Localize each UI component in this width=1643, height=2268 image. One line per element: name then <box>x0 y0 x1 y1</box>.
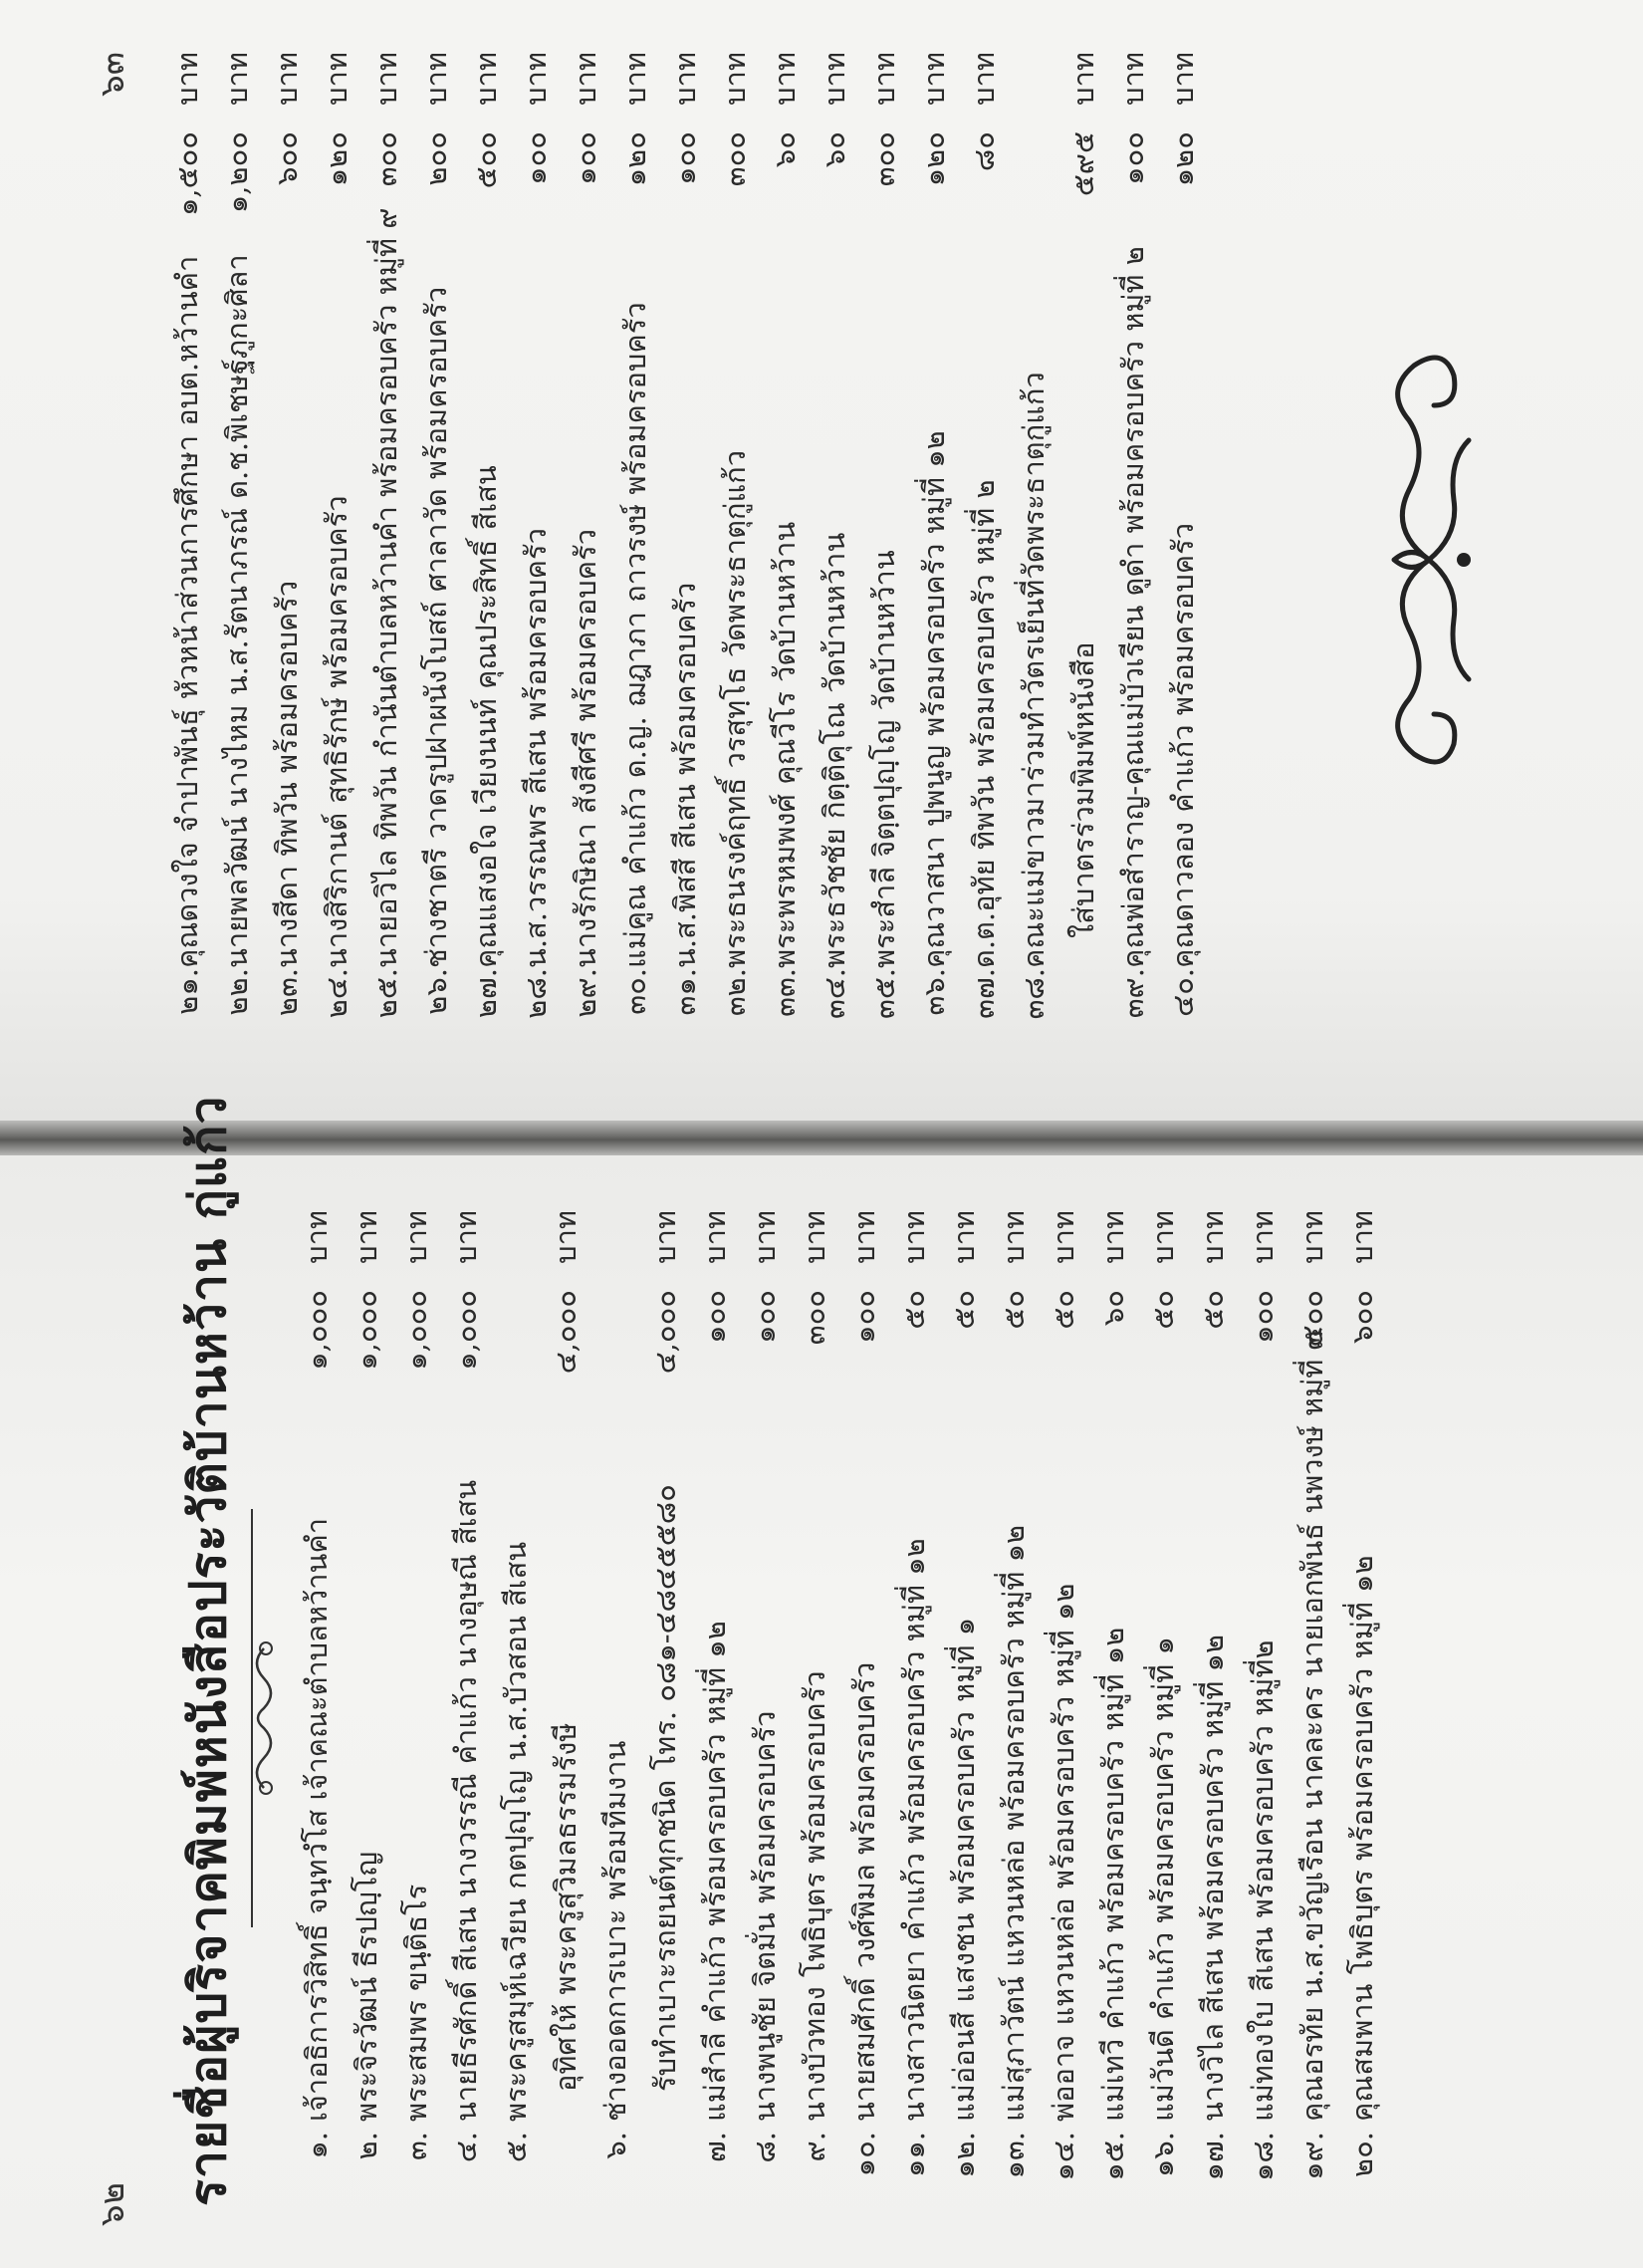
entry-number: ๓๘. <box>1017 968 1051 1020</box>
amount-line <box>692 1180 740 2256</box>
page-number-right: ๖๓ <box>93 52 132 97</box>
donation-amount: ๑,๒๐๐ <box>220 131 254 214</box>
entry-number: ๙. <box>798 2132 831 2162</box>
entry-number: ๓๖. <box>917 968 951 1016</box>
amount-line <box>742 1180 790 2256</box>
donor-entry <box>493 1180 583 2256</box>
donation-amount: ๕๐ <box>997 1290 1031 1330</box>
entry-number: ๖. <box>598 2132 632 2159</box>
amount-line <box>513 22 561 1108</box>
currency-unit: บาท <box>170 52 204 106</box>
currency-unit: บาท <box>698 1210 732 1264</box>
donor-entry <box>712 22 760 1108</box>
currency-unit: บาท <box>1066 52 1100 106</box>
donor-name: พระครูสมุห์เฉวียน กตปุญฺโญ น.ส.บัวสอน สีเสน <box>499 1541 533 2122</box>
amount-line <box>314 22 361 1108</box>
donation-amount: ๑๒๐ <box>618 131 652 187</box>
donor-name: พระสมพร ขนฺติธโร <box>399 1884 433 2122</box>
donor-name: แม่คูณ คำแก้ว ด.ญ. ฌฎาภา ถาวรงษ์ พร้อมครอบครัว <box>618 302 652 968</box>
donor-name: พ่ออาจ แหวนหล่อ พร้อมครอบครัว หมู่ที่ ๑๒ <box>1047 1583 1080 2122</box>
donation-amount: ๖๐ <box>818 131 851 168</box>
donation-amount: ๔,๐๐๐ <box>648 1290 682 1375</box>
entry-number: ๕. <box>499 2132 533 2163</box>
currency-unit: บาท <box>519 52 553 106</box>
donor-name: นางสีดา ทิพวัน พร้อมครอบครัว <box>270 580 304 968</box>
entry-number: ๓๔. <box>818 968 851 1019</box>
amount-line <box>712 22 760 1108</box>
donor-entry <box>413 22 461 1108</box>
entry-number: ๑๓. <box>997 2132 1031 2179</box>
donor-entry <box>1041 1180 1088 2256</box>
entry-number: ๔๐. <box>1166 968 1200 1017</box>
amount-line <box>762 22 810 1108</box>
page-number-left: ๖๒ <box>93 2182 132 2226</box>
donor-entry <box>941 1180 989 2256</box>
currency-unit: บาท <box>270 52 304 106</box>
donation-amount: ๑,๐๐๐ <box>300 1290 334 1371</box>
entry-number: ๑๖. <box>1146 2132 1180 2178</box>
donation-amount: ๒๐๐ <box>419 131 453 186</box>
entry-number: ๒๖. <box>419 968 453 1015</box>
amount-line <box>1160 22 1208 1108</box>
amount-line <box>294 1180 342 2256</box>
currency-unit: บาท <box>867 52 901 106</box>
amount-line <box>344 1180 391 2256</box>
donation-amount: ๑,๐๐๐ <box>449 1290 483 1371</box>
entry-number: ๒๘. <box>519 968 553 1019</box>
amount-line <box>1190 1180 1238 2256</box>
entry-number: ๒๒. <box>220 968 254 1016</box>
entry-number: ๑๒. <box>947 2132 981 2178</box>
donor-entry <box>164 22 212 1108</box>
entry-number: ๔. <box>449 2132 483 2163</box>
donor-name: แม่สำลี คำแก้ว พร้อมครอบครัว หมู่ที่ ๑๒ <box>698 1621 732 2122</box>
donor-name: ช่างออดการเบาะ พร้อมทีมงาน <box>598 1740 632 2122</box>
donor-entry <box>314 22 361 1108</box>
amount-line <box>563 22 610 1108</box>
currency-unit: บาท <box>419 52 453 106</box>
donation-amount: ๑,๕๐๐ <box>170 131 204 216</box>
entry-number: ๑๔. <box>1047 2132 1080 2181</box>
donation-amount: ๓๐๐ <box>718 131 752 187</box>
donor-entry <box>1190 1180 1238 2256</box>
entry-number: ๒. <box>350 2132 383 2160</box>
donor-entry <box>443 1180 491 2256</box>
page-title: รายชื่อผู้บริจาคพิมพ์หนังสือประวัติบ้านหว้าน กู่แก้ว <box>178 1095 237 2206</box>
page-left-content <box>40 1095 1593 2256</box>
entry-number: ๑๗. <box>1196 2132 1230 2181</box>
donation-amount: ๑๐๐ <box>1246 1290 1280 1344</box>
amount-line <box>393 1180 441 2256</box>
donor-name-continued: รับทำเบาะรถยนต์ทุกชนิด โทร. ๐๘๑-๔๘๔๕๕๘๐ <box>648 1484 682 2092</box>
entry-number: ๒๔. <box>320 968 353 1019</box>
closing-ornament <box>1374 351 1484 769</box>
currency-unit: บาท <box>320 52 353 106</box>
entry-number: ๒๙. <box>569 968 602 1018</box>
currency-unit: บาท <box>220 52 254 106</box>
donation-amount: ๑๐๐ <box>847 1290 881 1344</box>
donor-name-continued: ใส่บาตรร่วมพิมพ์หนังสือ <box>1066 641 1100 938</box>
donation-amount: ๑๒๐ <box>1166 131 1200 187</box>
donor-name: พระธวัชชัย กิตฺติคุโณ วัดบ้านหว้าน <box>818 532 851 968</box>
amount-line <box>642 1180 690 2256</box>
currency-unit: บาท <box>897 1210 931 1264</box>
amount-line <box>1290 1180 1337 2256</box>
currency-unit: บาท <box>668 52 702 106</box>
donation-amount: ๑๐๐ <box>668 131 702 185</box>
entry-number: ๗. <box>698 2132 732 2163</box>
donor-name: แม่สุภาวัตน์ แหวนหล่อ พร้อมครอบครัว หมู่ที่ ๑๒ <box>997 1524 1031 2122</box>
donor-name: นางสิริกานต์ สุทธิรักษ์ พร้อมครอบครัว <box>320 495 353 968</box>
currency-unit: บาท <box>1146 1210 1180 1264</box>
currency-unit: บาท <box>469 52 503 106</box>
entry-number: ๒๗. <box>469 968 503 1019</box>
entry-number: ๑๘. <box>1246 2132 1280 2181</box>
donor-entry <box>662 22 710 1108</box>
currency-unit: บาท <box>1047 1210 1080 1264</box>
donor-entry <box>991 1180 1039 2256</box>
donor-entry <box>1240 1180 1288 2256</box>
donor-entry <box>742 1180 790 2256</box>
donation-amount: ๑๐๐ <box>1116 131 1150 185</box>
currency-unit: บาท <box>618 52 652 106</box>
donation-amount: ๕๐๐ <box>1295 1290 1329 1348</box>
donation-amount: ๖๐๐ <box>270 131 304 185</box>
donor-name: คณะแม่ขาวมาร่วมทำวัตรเย็นที่วัดพระธาตุกู่แก้ว <box>1017 372 1051 968</box>
entry-number: ๓๓. <box>768 968 802 1017</box>
donor-entry <box>692 1180 740 2256</box>
donor-entry <box>841 1180 889 2256</box>
title-flourish-ornament <box>244 1509 284 1927</box>
donor-entry <box>294 1180 342 2256</box>
donation-amount: ๕๐ <box>1047 1290 1080 1330</box>
donor-entry <box>344 1180 391 2256</box>
page-right-content <box>40 22 1593 1108</box>
donor-name: นางบัวทอง โพธิบุตร พร้อมครอบครัว <box>798 1670 831 2122</box>
entry-number: ๑๐. <box>847 2132 881 2177</box>
donor-name: คุณวาสนา ปูพนูญ พร้อมครอบครัว หมู่ที่ ๑๒ <box>917 430 951 968</box>
amount-line <box>164 22 212 1108</box>
donor-name: นายสมศักดิ์ วงศ์พิมล พร้อมครอบครัว <box>847 1661 881 2122</box>
entry-number: ๓๗. <box>967 968 1001 1019</box>
donation-amount: ๕๐ <box>947 1290 981 1330</box>
amount-line <box>443 1180 491 2256</box>
entry-number: ๑. <box>300 2132 334 2159</box>
currency-unit: บาท <box>549 1210 583 1264</box>
currency-unit: บาท <box>449 1210 483 1264</box>
donor-name: นางวิไล สีเสน พร้อมครอบครัว หมู่ที่ ๑๒ <box>1196 1634 1230 2122</box>
currency-unit: บาท <box>569 52 602 106</box>
donor-entry <box>592 1180 682 2256</box>
amount-line <box>861 22 909 1108</box>
donor-name: น.ส.พิสสี สีเสน พร้อมครอบครัว <box>668 582 702 968</box>
donor-name-continued: อุทิศให้ พระครูสุวิมลธรรมรังษี <box>549 1722 583 2092</box>
donor-entry <box>264 22 312 1108</box>
donation-amount: ๖๐ <box>768 131 802 168</box>
donor-entry <box>214 22 262 1108</box>
currency-unit: บาท <box>1116 52 1150 106</box>
donation-amount: ๖๐ <box>1096 1290 1130 1327</box>
donor-name: น.ส.วรรณพร สีเสน พร้อมครอบครัว <box>519 528 553 968</box>
amount-line <box>1339 1180 1387 2256</box>
donor-name: นายธีรศักดิ์ สีเสน นางวรรณี คำแก้ว นางอุษณี สีเสน <box>449 1479 483 2122</box>
donor-name: คุณดาวลอง คำแก้ว พร้อมครอบครัว <box>1166 523 1200 968</box>
entry-number: ๑๕. <box>1096 2132 1130 2181</box>
donation-amount: ๓๐๐ <box>867 131 901 187</box>
entry-number: ๓๙. <box>1116 968 1150 1019</box>
donor-entry <box>363 22 411 1108</box>
entry-number: ๒๓. <box>270 968 304 1017</box>
amount-line <box>1240 1180 1288 2256</box>
donation-amount: ๔,๐๐๐ <box>549 1290 583 1375</box>
donation-amount: ๘๐ <box>967 131 1001 172</box>
amount-line <box>612 22 660 1108</box>
amount-line <box>891 1180 939 2256</box>
donor-entry <box>463 22 511 1108</box>
entry-number: ๑๑. <box>897 2132 931 2178</box>
amount-line <box>264 22 312 1108</box>
entry-number: ๓๒. <box>718 968 752 1017</box>
donor-name: คุณพ่อสำราญ-คุณแม่บัวเรียน ดูดำ พร้อมครอบครัว หมู่ที่ ๒ <box>1116 246 1150 968</box>
amount-line <box>662 22 710 1108</box>
donor-name: นางรักษิณา สังสีศรี พร้อมครอบครัว <box>569 529 602 968</box>
donor-entry <box>393 1180 441 2256</box>
donor-entry <box>762 22 810 1108</box>
currency-unit: บาท <box>818 52 851 106</box>
donor-entry <box>1160 22 1208 1108</box>
currency-unit: บาท <box>997 1210 1031 1264</box>
donor-name: ด.ต.อุทัย ทิพวัน พร้อมครอบครัว หมู่ที่ ๒ <box>967 479 1001 968</box>
amount-line <box>961 22 1009 1108</box>
donor-entry <box>513 22 561 1108</box>
amount-line <box>363 22 411 1108</box>
amount-line <box>543 1180 590 2256</box>
donor-entry <box>563 22 610 1108</box>
donor-entry <box>1290 1180 1337 2256</box>
donor-entry <box>792 1180 839 2256</box>
amount-line <box>1090 1180 1138 2256</box>
entry-number: ๓. <box>399 2132 433 2161</box>
donor-name: พระพรหมพงศ์ คุณวีโร วัดบ้านหว้าน <box>768 521 802 968</box>
currency-unit: บาท <box>1166 52 1200 106</box>
amount-line <box>812 22 859 1108</box>
donor-name: แม่เทวี คำแก้ว พร้อมครอบครัว หมู่ที่ ๑๒ <box>1096 1627 1130 2122</box>
amount-line <box>941 1180 989 2256</box>
donor-name: คุณอรทัย น.ส.ขวัญเรือน นาคละคร นายเอกพันธ์ นพวงษ์ หมู่ที่ ๓ <box>1295 1330 1329 2122</box>
currency-unit: บาท <box>1096 1210 1130 1264</box>
donor-entry <box>1011 22 1100 1108</box>
amount-line <box>463 22 511 1108</box>
amount-line <box>792 1180 839 2256</box>
entry-number: ๓๑. <box>668 968 702 1016</box>
donation-amount: ๓๐๐ <box>798 1290 831 1346</box>
donor-name: แม่วันดี คำแก้ว พร้อมครอบครัว หมู่ที่ ๑ <box>1146 1637 1180 2122</box>
donor-entry <box>961 22 1009 1108</box>
donor-name: คุณดวงใจ จำปาพันธุ์ หัวหน้าส่วนการศึกษา อบต.หว้านคำ <box>170 255 204 968</box>
currency-unit: บาท <box>748 1210 782 1264</box>
donation-amount: ๑,๐๐๐ <box>350 1290 383 1371</box>
donor-name: ช่างชาตรี วาดรูปฝาผนังโบสถ์ ศาลาวัด พร้อมครอบครัว <box>419 286 453 968</box>
currency-unit: บาท <box>798 1210 831 1264</box>
donation-amount: ๖๐๐ <box>1345 1290 1379 1344</box>
donation-amount: ๑๐๐ <box>569 131 602 185</box>
donor-name: เจ้าอธิการวิสิทธิ์ จนฺทวํโส เจ้าคณะตำบลหว้านคำ <box>300 1517 334 2122</box>
amount-line <box>214 22 262 1108</box>
donor-name: นางพนูชัย จิตมั่น พร้อมครอบครัว <box>748 1710 782 2122</box>
donation-amount: ๑๒๐ <box>320 131 353 187</box>
donor-name: คุณสมพาน โพธิบุตร พร้อมครอบครัว หมู่ที่ ๑๒ <box>1345 1555 1379 2122</box>
entry-number: ๒๐. <box>1345 2132 1379 2178</box>
currency-unit: บาท <box>1196 1210 1230 1264</box>
donation-amount: ๕๐๐ <box>469 131 503 189</box>
donation-amount: ๑๐๐ <box>698 1290 732 1344</box>
currency-unit: บาท <box>1246 1210 1280 1264</box>
donation-amount: ๑,๐๐๐ <box>399 1290 433 1371</box>
currency-unit: บาท <box>718 52 752 106</box>
amount-line <box>841 1180 889 2256</box>
donation-amount: ๕๐ <box>1196 1290 1230 1330</box>
donation-amount: ๕๐ <box>1146 1290 1180 1330</box>
entry-number: ๘. <box>748 2132 782 2163</box>
amount-line <box>1060 22 1108 1108</box>
entry-number: ๑๙. <box>1295 2132 1329 2180</box>
donor-name: แม่ทองใบ สีเสน พร้อมครอบครัว หมู่ที่๒ <box>1246 1639 1280 2122</box>
entry-number: ๓๐. <box>618 968 652 1015</box>
entry-number: ๓๕. <box>867 968 901 1019</box>
amount-line <box>413 22 461 1108</box>
currency-unit: บาท <box>369 52 403 106</box>
donor-entry <box>1140 1180 1188 2256</box>
donor-entry <box>612 22 660 1108</box>
currency-unit: บาท <box>648 1210 682 1264</box>
entry-number: ๒๑. <box>170 968 204 1015</box>
currency-unit: บาท <box>399 1210 433 1264</box>
currency-unit: บาท <box>1345 1210 1379 1264</box>
donor-entry <box>1339 1180 1387 2256</box>
currency-unit: บาท <box>967 52 1001 106</box>
donor-entry <box>911 22 959 1108</box>
donation-amount: ๑๐๐ <box>519 131 553 185</box>
amount-line <box>1140 1180 1188 2256</box>
donation-amount: ๑๐๐ <box>748 1290 782 1344</box>
donor-entry <box>812 22 859 1108</box>
currency-unit: บาท <box>947 1210 981 1264</box>
currency-unit: บาท <box>300 1210 334 1264</box>
amount-line <box>911 22 959 1108</box>
donor-name: พระธนรงค์ฤทธิ์ วรสุทฺโธ วัดพระธาตุกู่แก้ว <box>718 450 752 968</box>
amount-line <box>1041 1180 1088 2256</box>
donor-entry <box>1110 22 1158 1108</box>
donor-name: นางสาวนิตยา คำแก้ว พร้อมครอบครัว หมู่ที่ ๑๒ <box>897 1538 931 2122</box>
amount-line <box>1110 22 1158 1108</box>
donor-name: แม่อ่อนสี แสงชน พร้อมครอบครัว หมู่ที่ ๑ <box>947 1617 981 2122</box>
currency-unit: บาท <box>847 1210 881 1264</box>
donor-name: พระสำลี จิตฺตปุญฺโญ วัดบ้านหว้าน <box>867 550 901 968</box>
currency-unit: บาท <box>768 52 802 106</box>
currency-unit: บาท <box>350 1210 383 1264</box>
currency-unit: บาท <box>1295 1210 1329 1264</box>
donation-amount: ๕๐ <box>897 1290 931 1330</box>
donation-amount: ๕๙๕ <box>1066 131 1100 197</box>
donation-amount: ๓๐๐ <box>369 131 403 187</box>
donor-entry <box>891 1180 939 2256</box>
donor-entry <box>1090 1180 1138 2256</box>
donor-name: นายอวิไล ทิพวัน กำนันตำบลหว้านคำ พร้อมครอบครัว หมู่ที่ ๙ <box>369 207 403 968</box>
donor-name: นายพลวัฒน์ นางไหม น.ส.รัตนาภรณ์ ด.ช.พิเชษฐ์ภูกะศิลา <box>220 254 254 968</box>
amount-line <box>991 1180 1039 2256</box>
donor-entry <box>861 22 909 1108</box>
donor-name: คุณแสงอใจ เวียงนนท์ คุณประสิทธิ์ สีเสน <box>469 465 503 968</box>
donor-name: พระจิรวัฒน์ ธีรปญฺโญ <box>350 1851 383 2122</box>
entry-number: ๒๕. <box>369 968 403 1019</box>
donation-amount: ๑๒๐ <box>917 131 951 187</box>
currency-unit: บาท <box>917 52 951 106</box>
